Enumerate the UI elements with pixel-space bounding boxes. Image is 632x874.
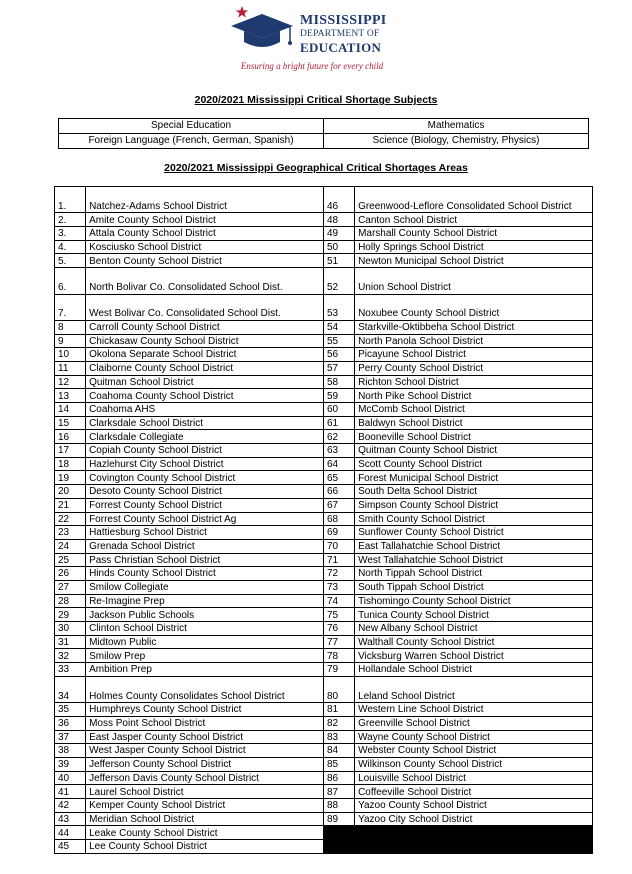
district-name-cell: Quitman County School District xyxy=(355,444,593,458)
district-name-cell: Holmes County Consolidates School District xyxy=(86,676,324,702)
district-number-cell: 15 xyxy=(55,416,86,430)
district-number-cell: 66 xyxy=(323,485,354,499)
district-number-cell: 20 xyxy=(55,485,86,499)
subject-cell: Special Education xyxy=(59,119,324,134)
table-row xyxy=(55,799,593,813)
table-row xyxy=(55,730,593,744)
district-number-cell: 40 xyxy=(55,771,86,785)
table-row xyxy=(55,320,593,334)
district-name-cell: Marshall County School District xyxy=(355,227,593,241)
logo-title: MISSISSIPPI xyxy=(300,13,387,28)
table-row xyxy=(55,635,593,649)
district-name-cell: Quitman School District xyxy=(86,375,324,389)
subject-cell: Foreign Language (French, German, Spanish) xyxy=(59,134,324,149)
district-number-cell: 1. xyxy=(55,187,86,213)
district-number-cell: 72 xyxy=(323,567,354,581)
district-number-cell: 46 xyxy=(323,187,354,213)
table-row xyxy=(55,389,593,403)
table-row xyxy=(55,826,593,840)
district-name-cell: Leake County School District xyxy=(86,826,324,840)
district-name-cell: Chickasaw County School District xyxy=(86,334,324,348)
district-number-cell: 80 xyxy=(323,676,354,702)
district-name-cell: Meridian School District xyxy=(86,812,324,826)
redacted-cell xyxy=(355,840,593,854)
table-row xyxy=(55,676,593,702)
district-number-cell: 14 xyxy=(55,403,86,417)
table-row xyxy=(55,498,593,512)
district-number-cell: 35 xyxy=(55,703,86,717)
district-number-cell: 53 xyxy=(323,294,354,320)
district-name-cell: Jefferson County School District xyxy=(86,757,324,771)
district-number-cell: 86 xyxy=(323,771,354,785)
areas-heading: 2020/2021 Mississippi Geographical Critical Shortages Areas xyxy=(164,162,468,174)
district-number-cell: 10 xyxy=(55,348,86,362)
subjects-heading: 2020/2021 Mississippi Critical Shortage Subjects xyxy=(194,94,438,106)
district-name-cell: Claiborne County School District xyxy=(86,361,324,375)
district-number-cell: 83 xyxy=(323,730,354,744)
district-name-cell: Tunica County School District xyxy=(355,608,593,622)
district-name-cell: Re-Imagine Prep xyxy=(86,594,324,608)
table-row xyxy=(55,240,593,254)
district-number-cell: 65 xyxy=(323,471,354,485)
district-name-cell: East Tallahatchie School District xyxy=(355,539,593,553)
district-number-cell: 28 xyxy=(55,594,86,608)
table-row xyxy=(55,254,593,268)
district-number-cell: 22 xyxy=(55,512,86,526)
table-row xyxy=(55,757,593,771)
district-name-cell: Smilow Prep xyxy=(86,649,324,663)
district-name-cell: Forrest County School District Ag xyxy=(86,512,324,526)
district-name-cell: Coahoma AHS xyxy=(86,403,324,417)
table-row xyxy=(55,375,593,389)
district-number-cell: 88 xyxy=(323,799,354,813)
table-row xyxy=(55,539,593,553)
district-number-cell: 12 xyxy=(55,375,86,389)
table-row xyxy=(55,594,593,608)
district-name-cell: Clarksdale Collegiate xyxy=(86,430,324,444)
district-name-cell: Booneville School District xyxy=(355,430,593,444)
district-name-cell: Baldwyn School District xyxy=(355,416,593,430)
district-number-cell: 77 xyxy=(323,635,354,649)
district-number-cell: 58 xyxy=(323,375,354,389)
district-name-cell: Hollandale School District xyxy=(355,663,593,677)
district-name-cell: Yazoo County School District xyxy=(355,799,593,813)
district-name-cell: Coahoma County School District xyxy=(86,389,324,403)
district-name-cell: Covington County School District xyxy=(86,471,324,485)
district-number-cell: 63 xyxy=(323,444,354,458)
district-number-cell: 5. xyxy=(55,254,86,268)
district-number-cell: 56 xyxy=(323,348,354,362)
table-row xyxy=(55,785,593,799)
table-row xyxy=(55,430,593,444)
district-name-cell: Hinds County School District xyxy=(86,567,324,581)
district-number-cell: 61 xyxy=(323,416,354,430)
district-name-cell: Forest Municipal School District xyxy=(355,471,593,485)
district-name-cell: Forrest County School District xyxy=(86,498,324,512)
district-number-cell: 24 xyxy=(55,539,86,553)
district-number-cell: 43 xyxy=(55,812,86,826)
district-name-cell: Smilow Collegiate xyxy=(86,580,324,594)
district-name-cell: West Tallahatchie School District xyxy=(355,553,593,567)
district-number-cell: 71 xyxy=(323,553,354,567)
district-number-cell: 48 xyxy=(323,213,354,227)
district-name-cell: Hattiesburg School District xyxy=(86,526,324,540)
district-name-cell: Smith County School District xyxy=(355,512,593,526)
table-row xyxy=(55,416,593,430)
district-number-cell: 45 xyxy=(55,840,86,854)
district-number-cell: 57 xyxy=(323,361,354,375)
district-name-cell: Canton School District xyxy=(355,213,593,227)
mde-logo xyxy=(226,2,406,74)
district-name-cell: Richton School District xyxy=(355,375,593,389)
redacted-cell xyxy=(323,840,354,854)
table-row xyxy=(55,471,593,485)
district-number-cell: 55 xyxy=(323,334,354,348)
district-name-cell: New Albany School District xyxy=(355,622,593,636)
district-number-cell: 18 xyxy=(55,457,86,471)
district-number-cell: 39 xyxy=(55,757,86,771)
district-number-cell: 75 xyxy=(323,608,354,622)
district-number-cell: 54 xyxy=(323,320,354,334)
district-name-cell: Laurel School District xyxy=(86,785,324,799)
district-name-cell: Greenville School District xyxy=(355,716,593,730)
subject-cell: Science (Biology, Chemistry, Physics) xyxy=(324,134,589,149)
graduation-cap-icon xyxy=(226,2,300,62)
district-name-cell: Pass Christian School District xyxy=(86,553,324,567)
district-number-cell: 29 xyxy=(55,608,86,622)
district-number-cell: 60 xyxy=(323,403,354,417)
district-name-cell: Starkville-Oktibbeha School District xyxy=(355,320,593,334)
redacted-cell xyxy=(355,826,593,840)
district-name-cell: Attala County School District xyxy=(86,227,324,241)
district-number-cell: 59 xyxy=(323,389,354,403)
district-number-cell: 42 xyxy=(55,799,86,813)
district-name-cell: Natchez-Adams School District xyxy=(86,187,324,213)
district-name-cell: Clarksdale School District xyxy=(86,416,324,430)
district-name-cell: West Jasper County School District xyxy=(86,744,324,758)
district-number-cell: 16 xyxy=(55,430,86,444)
district-name-cell: Sunflower County School District xyxy=(355,526,593,540)
district-number-cell: 52 xyxy=(323,268,354,294)
district-number-cell: 34 xyxy=(55,676,86,702)
district-number-cell: 11 xyxy=(55,361,86,375)
table-row xyxy=(55,213,593,227)
table-row xyxy=(55,553,593,567)
district-name-cell: Hazlehurst City School District xyxy=(86,457,324,471)
subjects-table xyxy=(58,118,589,149)
district-number-cell: 50 xyxy=(323,240,354,254)
district-number-cell: 30 xyxy=(55,622,86,636)
district-name-cell: Coffeeville School District xyxy=(355,785,593,799)
district-number-cell: 3. xyxy=(55,227,86,241)
logo-tagline: Ensuring a bright future for every child xyxy=(240,61,384,71)
logo-education: EDUCATION xyxy=(300,39,382,55)
district-number-cell: 78 xyxy=(323,649,354,663)
table-row xyxy=(55,840,593,854)
table-row xyxy=(55,744,593,758)
district-number-cell: 64 xyxy=(323,457,354,471)
district-name-cell: Louisville School District xyxy=(355,771,593,785)
district-number-cell: 76 xyxy=(323,622,354,636)
district-name-cell: South Tippah School District xyxy=(355,580,593,594)
district-name-cell: Newton Municipal School District xyxy=(355,254,593,268)
district-number-cell: 70 xyxy=(323,539,354,553)
district-number-cell: 4. xyxy=(55,240,86,254)
district-number-cell: 85 xyxy=(323,757,354,771)
district-number-cell: 41 xyxy=(55,785,86,799)
district-name-cell: Tishomingo County School District xyxy=(355,594,593,608)
table-row xyxy=(55,227,593,241)
district-number-cell: 25 xyxy=(55,553,86,567)
redacted-cell xyxy=(323,826,354,840)
district-number-cell: 67 xyxy=(323,498,354,512)
district-name-cell: Leland School District xyxy=(355,676,593,702)
table-row xyxy=(55,580,593,594)
district-number-cell: 62 xyxy=(323,430,354,444)
district-name-cell: West Bolivar Co. Consolidated School Dist. xyxy=(86,294,324,320)
district-name-cell: Perry County School District xyxy=(355,361,593,375)
table-row xyxy=(55,348,593,362)
district-name-cell: Union School District xyxy=(355,268,593,294)
district-name-cell: North Tippah School District xyxy=(355,567,593,581)
district-number-cell: 37 xyxy=(55,730,86,744)
district-name-cell: Greenwood-Leflore Consolidated School District xyxy=(355,187,593,213)
district-name-cell: North Bolivar Co. Consolidated School Dist. xyxy=(86,268,324,294)
district-name-cell: Wayne County School District xyxy=(355,730,593,744)
table-row xyxy=(55,485,593,499)
district-name-cell: Kosciusko School District xyxy=(86,240,324,254)
table-row xyxy=(55,608,593,622)
district-name-cell: North Panola School District xyxy=(355,334,593,348)
table-row xyxy=(55,812,593,826)
district-number-cell: 17 xyxy=(55,444,86,458)
district-name-cell: Midtown Public xyxy=(86,635,324,649)
district-number-cell: 31 xyxy=(55,635,86,649)
district-name-cell: Yazoo City School District xyxy=(355,812,593,826)
district-name-cell: South Delta School District xyxy=(355,485,593,499)
district-number-cell: 32 xyxy=(55,649,86,663)
district-number-cell: 69 xyxy=(323,526,354,540)
district-number-cell: 51 xyxy=(323,254,354,268)
district-name-cell: Humphreys County School District xyxy=(86,703,324,717)
district-name-cell: Clinton School District xyxy=(86,622,324,636)
district-name-cell: Simpson County School District xyxy=(355,498,593,512)
district-number-cell: 49 xyxy=(323,227,354,241)
areas-table xyxy=(54,186,593,854)
table-row xyxy=(55,457,593,471)
table-row xyxy=(55,444,593,458)
district-number-cell: 81 xyxy=(323,703,354,717)
district-number-cell: 74 xyxy=(323,594,354,608)
table-row xyxy=(55,649,593,663)
district-name-cell: Walthall County School District xyxy=(355,635,593,649)
table-row xyxy=(55,567,593,581)
table-row xyxy=(55,512,593,526)
district-name-cell: Benton County School District xyxy=(86,254,324,268)
district-number-cell: 9 xyxy=(55,334,86,348)
district-name-cell: East Jasper County School District xyxy=(86,730,324,744)
district-name-cell: Okolona Separate School District xyxy=(86,348,324,362)
table-row xyxy=(55,187,593,213)
table-row xyxy=(55,622,593,636)
district-name-cell: Noxubee County School District xyxy=(355,294,593,320)
district-name-cell: Wilkinson County School District xyxy=(355,757,593,771)
table-row xyxy=(55,716,593,730)
district-name-cell: Vicksburg Warren School District xyxy=(355,649,593,663)
district-number-cell: 19 xyxy=(55,471,86,485)
district-number-cell: 36 xyxy=(55,716,86,730)
district-number-cell: 7. xyxy=(55,294,86,320)
district-name-cell: Picayune School District xyxy=(355,348,593,362)
district-number-cell: 26 xyxy=(55,567,86,581)
district-number-cell: 2. xyxy=(55,213,86,227)
district-number-cell: 68 xyxy=(323,512,354,526)
district-number-cell: 8 xyxy=(55,320,86,334)
table-row xyxy=(55,703,593,717)
subject-cell: Mathematics xyxy=(324,119,589,134)
district-number-cell: 6. xyxy=(55,268,86,294)
district-number-cell: 87 xyxy=(323,785,354,799)
district-name-cell: McComb School District xyxy=(355,403,593,417)
district-name-cell: Jefferson Davis County School District xyxy=(86,771,324,785)
district-name-cell: Scott County School District xyxy=(355,457,593,471)
logo-subtitle: DEPARTMENT OF xyxy=(300,29,380,39)
district-name-cell: North Pike School District xyxy=(355,389,593,403)
district-name-cell: Grenada School District xyxy=(86,539,324,553)
table-row xyxy=(55,294,593,320)
district-number-cell: 38 xyxy=(55,744,86,758)
district-name-cell: Webster County School District xyxy=(355,744,593,758)
district-number-cell: 33 xyxy=(55,663,86,677)
district-name-cell: Western Line School District xyxy=(355,703,593,717)
table-row xyxy=(55,403,593,417)
district-name-cell: Carroll County School District xyxy=(86,320,324,334)
district-name-cell: Copiah County School District xyxy=(86,444,324,458)
district-number-cell: 82 xyxy=(323,716,354,730)
table-row xyxy=(55,361,593,375)
district-number-cell: 73 xyxy=(323,580,354,594)
district-number-cell: 23 xyxy=(55,526,86,540)
district-name-cell: Kemper County School District xyxy=(86,799,324,813)
district-number-cell: 84 xyxy=(323,744,354,758)
district-name-cell: Ambition Prep xyxy=(86,663,324,677)
table-row xyxy=(55,334,593,348)
table-row xyxy=(55,268,593,294)
district-name-cell: Amite County School District xyxy=(86,213,324,227)
district-name-cell: Desoto County School District xyxy=(86,485,324,499)
district-number-cell: 89 xyxy=(323,812,354,826)
district-name-cell: Moss Point School District xyxy=(86,716,324,730)
district-number-cell: 13 xyxy=(55,389,86,403)
subjects-row xyxy=(59,134,589,149)
table-row xyxy=(55,771,593,785)
district-number-cell: 44 xyxy=(55,826,86,840)
district-number-cell: 27 xyxy=(55,580,86,594)
table-row xyxy=(55,663,593,677)
subjects-header-row xyxy=(59,119,589,134)
table-row xyxy=(55,526,593,540)
district-number-cell: 79 xyxy=(323,663,354,677)
district-name-cell: Lee County School District xyxy=(86,840,324,854)
district-number-cell: 21 xyxy=(55,498,86,512)
district-name-cell: Jackson Public Schools xyxy=(86,608,324,622)
district-name-cell: Holly Springs School District xyxy=(355,240,593,254)
